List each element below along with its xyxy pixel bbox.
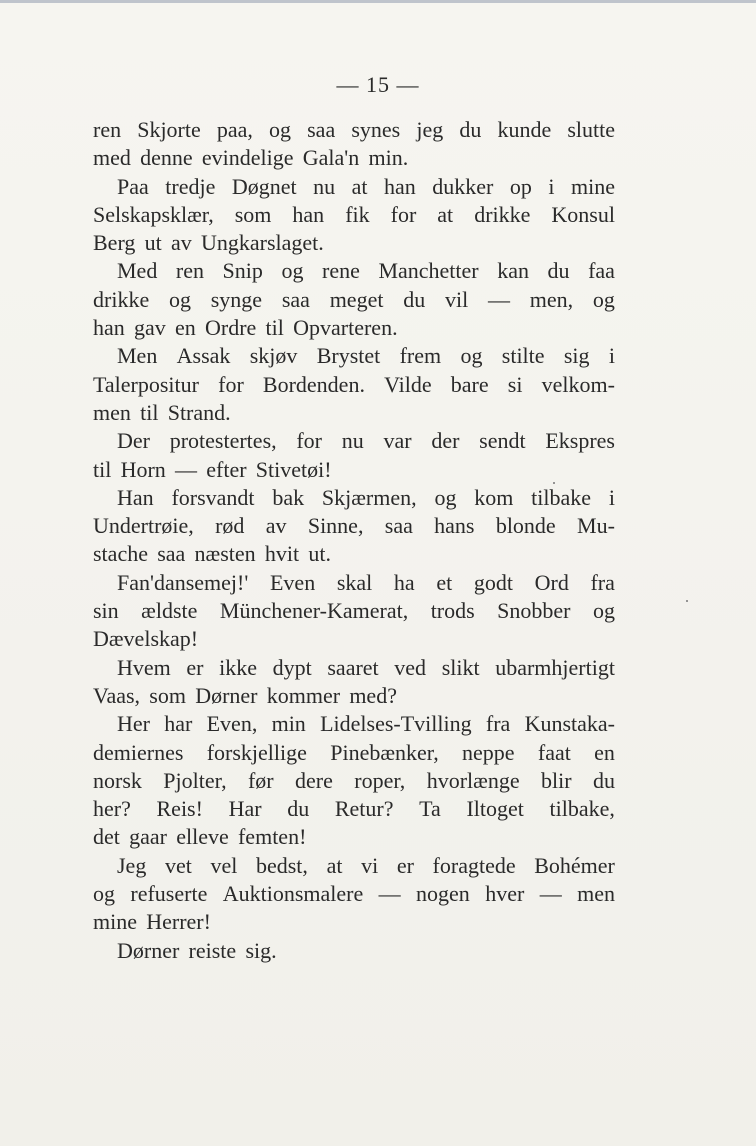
page-top-edge xyxy=(0,0,756,3)
paper-speck xyxy=(686,600,688,602)
text-line: ren Skjorte paa, og saa synes jeg du kunde slutte xyxy=(93,117,615,142)
text-line: Der protestertes, for nu var der sendt Ekspres xyxy=(117,428,615,454)
text-line: Dævelskap! xyxy=(93,626,199,652)
body-text xyxy=(93,116,615,965)
text-line: til Horn — efter Stivetøi! xyxy=(93,456,332,482)
page-number: — 15 — xyxy=(336,72,420,97)
text-line: Undertrøie, rød av Sinne, saa hans blonde Mu- xyxy=(93,513,615,539)
text-line: det gaar elleve femten! xyxy=(93,824,307,850)
text-line: han gav en Ordre til Opvarteren. xyxy=(93,315,398,341)
text-line: her? Reis! Har du Retur? Ta Iltoget tilbake, xyxy=(93,796,615,822)
text-line: norsk Pjolter, før dere roper, hvorlænge blir du xyxy=(93,767,615,793)
text-line: Her har Even, min Lidelses-Tvilling fra Kunstaka- xyxy=(117,711,615,737)
text-line: drikke og synge saa meget du vil — men, og xyxy=(93,286,615,312)
text-line: Berg ut av Ungkarslaget. xyxy=(93,230,324,256)
text-line: Han forsvandt bak Skjærmen, og kom tilbake i xyxy=(117,484,615,510)
text-line: med denne evindelige Gala'n min. xyxy=(93,145,409,171)
text-line: Talerpositur for Bordenden. Vilde bare si velkom- xyxy=(93,371,615,397)
text-line: og refuserte Auktionsmalere — nogen hver — men xyxy=(93,881,615,907)
paper-speck xyxy=(553,482,555,484)
text-line: Med ren Snip og rene Manchetter kan du faa xyxy=(117,258,615,284)
text-line: stache saa næsten hvit ut. xyxy=(93,541,331,567)
text-line: Paa tredje Døgnet nu at han dukker op i mine xyxy=(117,173,615,199)
text-line: Jeg vet vel bedst, at vi er foragtede Bohémer xyxy=(117,852,615,878)
text-line: mine Herrer! xyxy=(93,909,211,935)
text-line: men til Strand. xyxy=(93,399,231,425)
text-line: Vaas, som Dørner kommer med? xyxy=(93,682,397,708)
text-line: Hvem er ikke dypt saaret ved slikt ubarmhjertigt xyxy=(117,654,615,680)
text-line: Fan'dansemej!' Even skal ha et godt Ord fra xyxy=(117,569,615,595)
text-line: Selskapsklær, som han fik for at drikke Konsul xyxy=(93,201,615,227)
text-line: Men Assak skjøv Brystet frem og stilte sig i xyxy=(117,343,615,369)
text-line: Dørner reiste sig. xyxy=(117,937,277,963)
text-line: demiernes forskjellige Pinebænker, neppe faat en xyxy=(93,739,615,765)
text-line: sin ældste Münchener-Kamerat, trods Snobber og xyxy=(93,598,615,624)
